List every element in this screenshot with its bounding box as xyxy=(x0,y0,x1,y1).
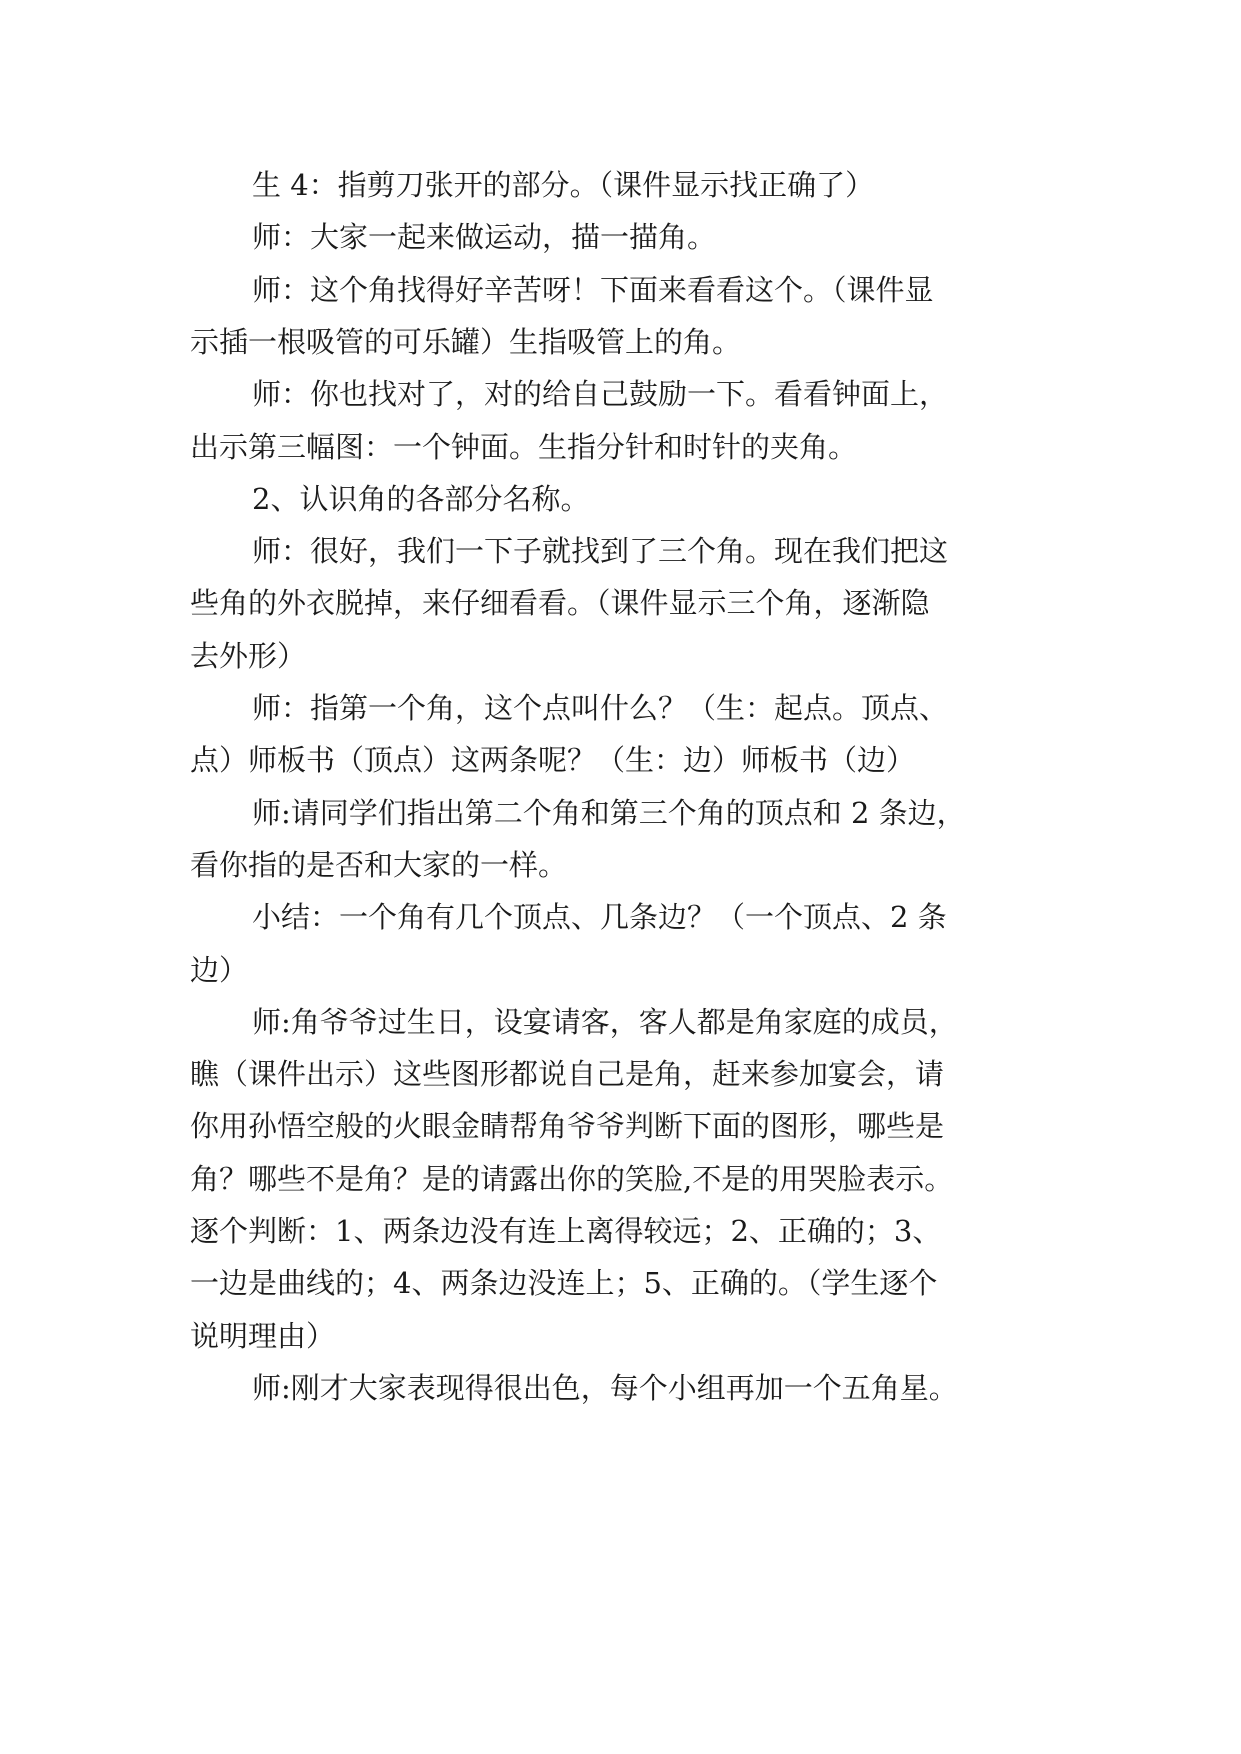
text-line: 2、认识角的各部分名称。 xyxy=(252,482,590,516)
text-line: 示插一根吸管的可乐罐）生指吸管上的角。 xyxy=(190,325,742,359)
text-line: 你用孙悟空般的火眼金睛帮角爷爷判断下面的图形，哪些是 xyxy=(190,1109,945,1143)
text-line: 生 4：指剪刀张开的部分。（课件显示找正确了） xyxy=(252,168,875,202)
text-line: 师:请同学们指出第二个角和第三个角的顶点和 2 条边， xyxy=(252,796,966,830)
text-line: 瞧（课件出示）这些图形都说自己是角，赶来参加宴会，请 xyxy=(190,1057,945,1091)
text-line: 角？哪些不是角？是的请露出你的笑脸,不是的用哭脸表示。 xyxy=(190,1162,954,1196)
text-line: 些角的外衣脱掉，来仔细看看。（课件显示三个角，逐渐隐 xyxy=(190,586,930,620)
text-line: 看你指的是否和大家的一样。 xyxy=(190,848,568,882)
text-line: 点）师板书（顶点）这两条呢？（生：边）师板书（边） xyxy=(190,743,916,777)
text-line: 师：大家一起来做运动，描一描角。 xyxy=(252,220,717,254)
text-line: 师：这个角找得好辛苦呀！下面来看看这个。（课件显 xyxy=(252,273,934,307)
text-line: 师：你也找对了，对的给自己鼓励一下。看看钟面上， xyxy=(252,377,949,411)
text-line: 师：很好，我们一下子就找到了三个角。现在我们把这 xyxy=(252,534,949,568)
text-line: 边） xyxy=(190,953,249,987)
text-line: 一边是曲线的；4、两条边没连上；5、正确的。（学生逐个 xyxy=(190,1266,938,1300)
text-line: 说明理由） xyxy=(190,1319,336,1353)
text-line: 逐个判断：1、两条边没有连上离得较远；2、正确的；3、 xyxy=(190,1214,942,1248)
text-line: 师:角爷爷过生日，设宴请客，客人都是角家庭的成员， xyxy=(252,1005,958,1039)
text-line: 师：指第一个角，这个点叫什么？（生：起点。顶点、 xyxy=(252,691,949,725)
text-line: 小结：一个角有几个顶点、几条边？（一个顶点、2 条 xyxy=(252,900,947,934)
text-line: 去外形） xyxy=(190,639,307,673)
text-line: 师:刚才大家表现得很出色，每个小组再加一个五角星。 xyxy=(252,1371,958,1405)
text-line: 出示第三幅图：一个钟面。生指分针和时针的夹角。 xyxy=(190,430,858,464)
